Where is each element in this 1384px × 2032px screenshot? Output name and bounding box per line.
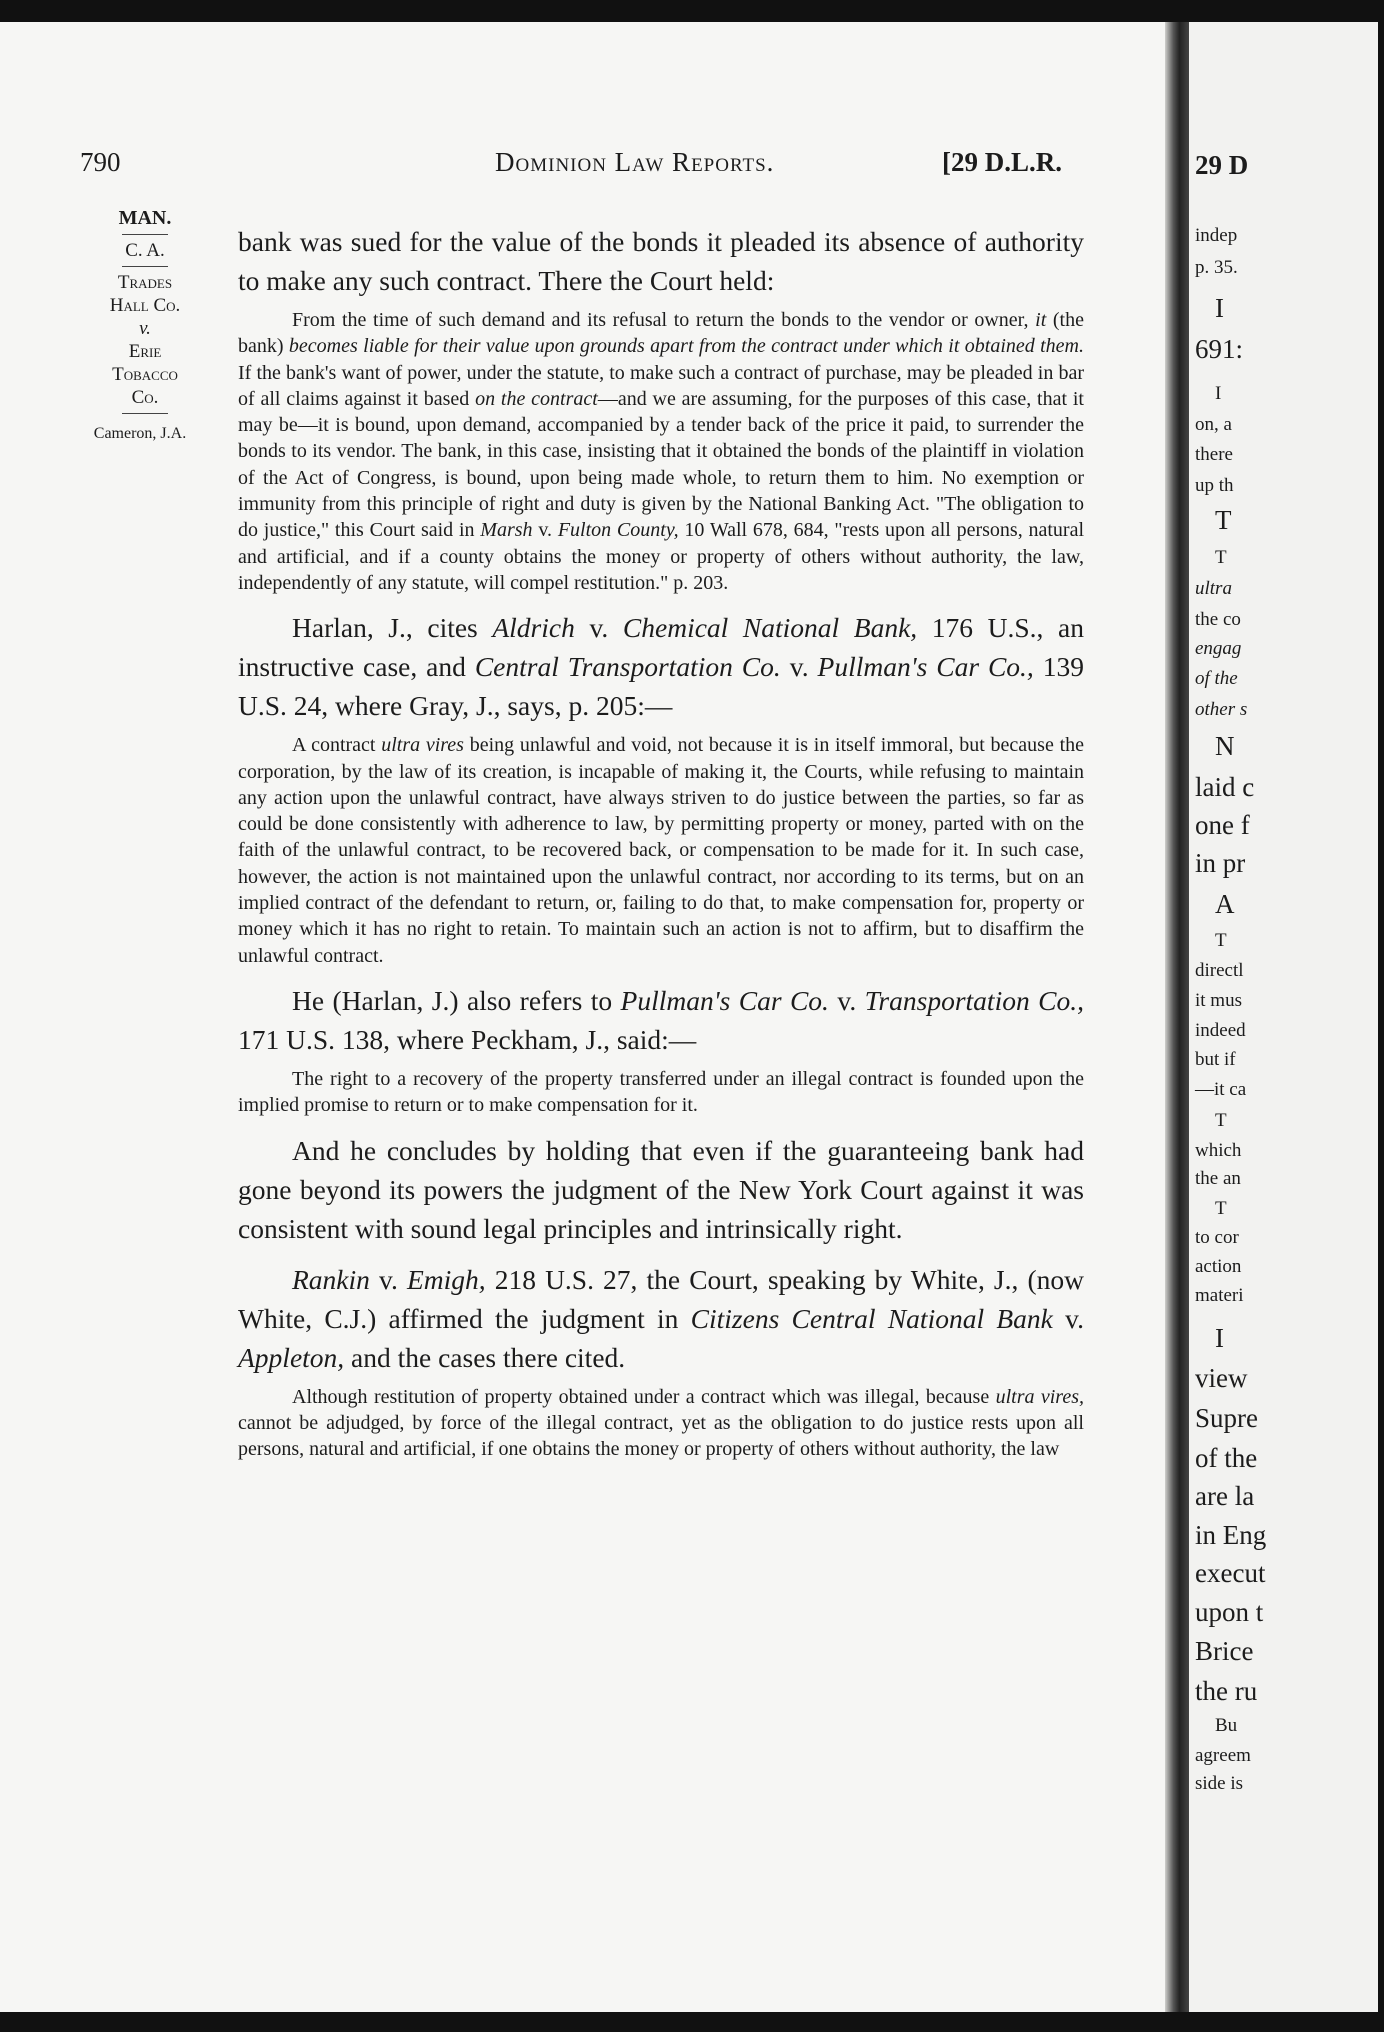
block-quote: Although restitution of property obtained under a contract which was illegal, because ultra vires, cannot be adjudged, by force of the illegal contract, yet as the obligation to do justice rests upon all persons, natural and artificial, if one obtains the money or property of others without authority, the law [238,1385,1085,1461]
scan-border-right [1378,0,1384,2032]
facing-page-line: other s [1195,699,1248,720]
facing-page-line: of the [1195,1443,1258,1473]
facing-page-line: side is [1195,1773,1244,1794]
facing-page-line: A [1215,889,1235,919]
facing-page-line: Brice [1195,1636,1254,1666]
party-two: Tobacco [112,364,178,385]
book-gutter [1165,22,1189,2012]
facing-page-line: 691: [1195,334,1244,364]
facing-page-line: T [1215,505,1232,535]
facing-page-line: the ru [1195,1676,1258,1706]
judge-name: Cameron, J.A. [93,425,187,442]
facing-page-line: T [1215,1110,1227,1131]
facing-page-line: N [1215,731,1235,761]
paragraph: And he concludes by holding that even if the guaranteeing bank had gone beyond its powers the judgment of the New York Court against it was consistent with sound legal principles and intrinsically right. [238,1134,1084,1244]
paragraph: He (Harlan, J.) also refers to Pullman's Car Co. v. Transportation Co., 171 U.S. 138, where Peckham, J., said:— [238,984,1084,1055]
facing-page-line: I [1215,293,1224,323]
facing-page-line: the an [1195,1168,1241,1189]
facing-page-line: laid c [1195,772,1255,802]
facing-page-line: materi [1195,1285,1244,1306]
facing-page-line: one f [1195,810,1250,840]
court-label: MAN. [118,207,172,229]
facing-page-line: on, a [1195,414,1232,435]
margin-notes [70,207,220,445]
facing-page-line: I [1215,1323,1224,1353]
facing-page-line: are la [1195,1481,1255,1511]
scan-border-top [0,0,1384,22]
facing-page-line: action [1195,1256,1242,1277]
scan-border-bottom [0,2012,1384,2032]
facing-page-line: Supre [1195,1403,1258,1433]
facing-page-line: to cor [1195,1227,1239,1248]
facing-page-line: T [1215,547,1227,568]
facing-page-line: T [1215,930,1227,951]
facing-page-line: up th [1195,475,1234,496]
party-one: Trades [117,272,173,293]
margin-rule [122,234,168,235]
facing-page-line: of the [1195,668,1238,689]
block-quote: A contract ultra vires being unlawful and void, not because it is in itself immoral, but because the corporation, by the law of its creation, is incapable of making it, the Courts, while refusing to maintain any action upon the unlawful contract, have always striven to do justice between the parties, so far as could be done consistently with adherence to law, by permitting property or money, parted with on the faith of the unlawful contract, to be recovered back, or compensation to be made for it. In such case, however, the action is not maintained upon the unlawful contract, nor according to its terms, but on an implied contract of the defendant to return, or, failing to do that, to make compensation for, property or money which it has no right to retain. To maintain such an action is not to affirm, but to disaffirm the unlawful contract. [238,734,1085,967]
facing-page-line: indeed [1195,1020,1246,1041]
block-quote: From the time of such demand and its refusal to return the bonds to the vendor or owner, it (the bank) becomes liable for their value upon grounds apart from the contract under which it obtained them. If the bank's want of power, under the statute, to make such a contract of purchase, may be pleaded in bar of all claims against it based on the contract—and we are assuming, for the purposes of this case, that it may be—it is bound, upon demand, accompanied by a tender back of the price it paid, to surrender the bonds to its vendor. The bank, in this case, insisting that it obtained the bonds of the plaintiff in violation of the Act of Congress, is bound, upon being made whole, to return them to him. No exemption or immunity from this principle of right and duty is given by the National Banking Act. "The obligation to do justice," this Court said in Marsh v. Fulton County, 10 Wall 678, 684, "rests upon all persons, natural and artificial, and if a county obtains the money or property of others without authority, the law, independently of any statute, will compel restitution." p. 203. [238,309,1085,594]
margin-rule [122,413,168,414]
margin-rule [122,266,168,267]
facing-page-line: ultra [1195,578,1232,599]
facing-page-line: agreem [1195,1745,1251,1766]
facing-page-line: there [1195,444,1233,465]
facing-page-line: execut [1195,1558,1266,1588]
facing-page-line: upon t [1195,1597,1264,1627]
facing-page-line: engag [1195,638,1242,659]
running-title: Dominion Law Reports. [495,147,775,177]
facing-page-line: T [1215,1198,1227,1219]
page-number: 790 [80,147,121,177]
paragraph: bank was sued for the value of the bonds it pleaded its absence of authority to make any such contract. There the Court held: [238,226,1084,296]
volume-citation: [29 D.L.R. [942,147,1062,177]
facing-page-line: directl [1195,960,1244,981]
facing-page-line: in pr [1195,848,1246,878]
paragraph: Harlan, J., cites Aldrich v. Chemical National Bank, 176 U.S., an instructive case, and Central Transportation Co. v. Pullman's Car Co., 139 U.S. 24, where Gray, J., says, p. 205:— [238,612,1085,722]
block-quote: The right to a recovery of the property transferred under an illegal contract is founded upon the implied promise to return or to make compensation for it. [238,1067,1084,1117]
facing-page-header: 29 D [1195,150,1249,180]
facing-page-line: Bu [1215,1715,1238,1736]
facing-page-line: in Eng [1195,1520,1267,1550]
versus-label: v. [139,318,151,339]
facing-page-line: view [1195,1363,1248,1393]
party-two: Co. [131,387,159,408]
paragraph: Rankin v. Emigh, 218 U.S. 27, the Court, speaking by White, J., (now White, C.J.) affirmed the judgment in Citizens Central National Bank v. Appleton, and the cases there cited. [238,1263,1084,1373]
facing-page-line: but if [1195,1049,1236,1070]
main-text [238,222,1084,1462]
party-one: Hall Co. [109,295,181,316]
division-label: C. A. [125,240,165,261]
facing-page-line: which [1195,1140,1242,1161]
facing-page-line: I [1215,383,1222,404]
party-two: Erie [128,341,162,362]
facing-page-line: indep [1195,225,1238,246]
facing-page-line: p. 35. [1195,257,1238,278]
facing-page-line: it mus [1195,990,1242,1011]
facing-page-line: the co [1195,609,1241,630]
facing-page-line: —it ca [1195,1079,1247,1100]
